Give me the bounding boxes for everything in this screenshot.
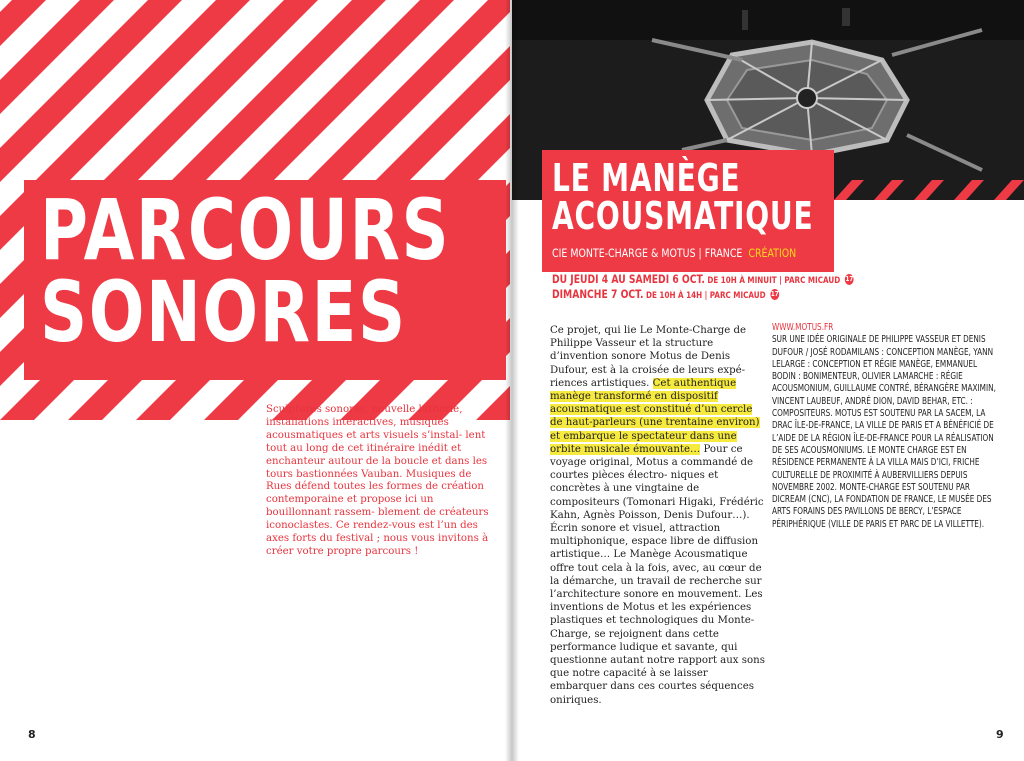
credits-text: SUR UNE IDÉE ORIGINALE DE PHILIPPE VASSEUR ET DENIS DUFOUR / JOSÉ RODAMILANS : CONCEPTION MANÈGE, YANN LELARGE : CONCEPTION ET RÉGIE MANÈGE, EMMANUEL BODIN : BONIMENTEUR, OLIVIER LAMARCHE : RÉGIE ACOUSMONIUM, GUILLAUME CONTRÉ, BÉRANGÈRE MAXIMIN, VINCENT LAUBEUF, ANDRÉ DION, DAVID BEHAR, ETC. : COMPOSITEURS. MOTUS EST SOUTENU PAR LA SACEM, LA DRAC ÎLE-DE-FRANCE, LA VILLE DE PARIS ET A BÉNÉFICIÉ DE L’AIDE DE LA RÉGION ÎLE-DE-FRANCE POUR LA RÉALISATION DE SES ACOUSMONIUMS. LE MONTE CHARGE EST EN RÉSIDENCE PERMANENTE À LA VILLA MAIS D’ICI, FRICHE CULTURELLE DE PROXIMITÉ À AUBERVILLIERS DEPUIS NOVEMBRE 2002. MONTE-CHARGE EST SOUTENU PAR DICREAM (CNC), LA FONDATION DE FRANCE, LE MUSÉE DES ARTS FORAINS DES PAVILLONS DE BERCY, L’ESPACE PÉRIPHÉRIQUE (VILLE DE PARIS ET PARC DE LA VILLETTE). — [772, 334, 996, 530]
date-1-main: DU JEUDI 4 AU SAMEDI 6 OCT. — [552, 272, 705, 286]
spine-shadow — [505, 0, 519, 761]
creation-tag: CRÉATION — [748, 246, 797, 260]
company-name: CIE MONTE-CHARGE & MOTUS | FRANCE — [552, 246, 743, 260]
website-link[interactable]: WWW.MOTUS.FR — [772, 322, 834, 333]
date-line-1 — [552, 272, 854, 286]
show-description — [550, 324, 768, 707]
date-line-2 — [552, 287, 779, 301]
page-number-left: 8 — [28, 728, 36, 741]
show-title-line-1: LE MANÈGE — [552, 156, 741, 200]
credits-block — [772, 322, 998, 531]
page-title-line-2: SONORES — [40, 263, 407, 361]
date-2-main: DIMANCHE 7 OCT. — [552, 287, 644, 301]
show-title-line-2: ACOUSMATIQUE — [552, 194, 814, 238]
page-title-line-1: PARCOURS — [40, 181, 451, 279]
left-page — [0, 0, 510, 761]
date-2-detail: DE 10H À 14H | PARC MICAUD — [643, 291, 766, 301]
intro-paragraph: Sculptures sonores, nouvelle lutherie, installations interactives, musiques acousmatiques et arts visuels s’instal- lent tout au long de cet itinéraire inédit et enchanteur autour de la boucle et dans les tours bastionnées Vauban. Musiques de Rues défend toutes les formes de création contemporaine et propose ici un bouillonnant rassem- blement de créateurs iconoclastes. Ce rendez-vous est l’un des axes forts du festival ; nous vous invitons à créer votre propre parcours ! — [266, 404, 489, 557]
description-part-1: Ce projet, qui lie Le Monte-Charge de Philippe Vasseur et la structure d’invention sonore Motus de Denis Dufour, est à la croisée de leurs expé- riences artistiques. — [550, 325, 747, 389]
venue-number-badge: 17 — [770, 290, 779, 298]
page-number-right: 9 — [996, 728, 1004, 741]
description-part-2: Pour ce voyage original, Motus a commandé de courtes pièces électro- niques et concrètes à une vingtaine de compositeurs (Tomonari Higaki, Frédéric Kahn, Agnès Poisson, Denis Dufour…). Écrin sonore et visuel, attraction multiphonique, espace libre de diffusion artistique… Le Manège Acousmatique offre tout cela à la fois, avec, au cœur de la démarche, un travail de recherche sur l’architecture sonore en mouvement. Les inventions de Motus et les expériences plastiques et technologiques du Monte-Charge, se rejoignent dans cette performance ludique et savante, qui questionne autant notre rapport aux sons que notre capacité à se laisser embarquer dans ces courtes séquences oniriques. — [550, 443, 765, 706]
highlighted-passage: Cet authentique manège transformé en dispositif acousmatique est constitué d’un cercle de haut-parleurs (une trentaine environ) et embarque le spectateur dans une orbite musicale émouvante… — [550, 377, 760, 455]
right-page — [512, 0, 1024, 761]
company-line — [552, 246, 796, 260]
date-1-detail: DE 10H À MINUIT | PARC MICAUD — [704, 276, 841, 286]
venue-number-badge: 17 — [845, 275, 854, 283]
